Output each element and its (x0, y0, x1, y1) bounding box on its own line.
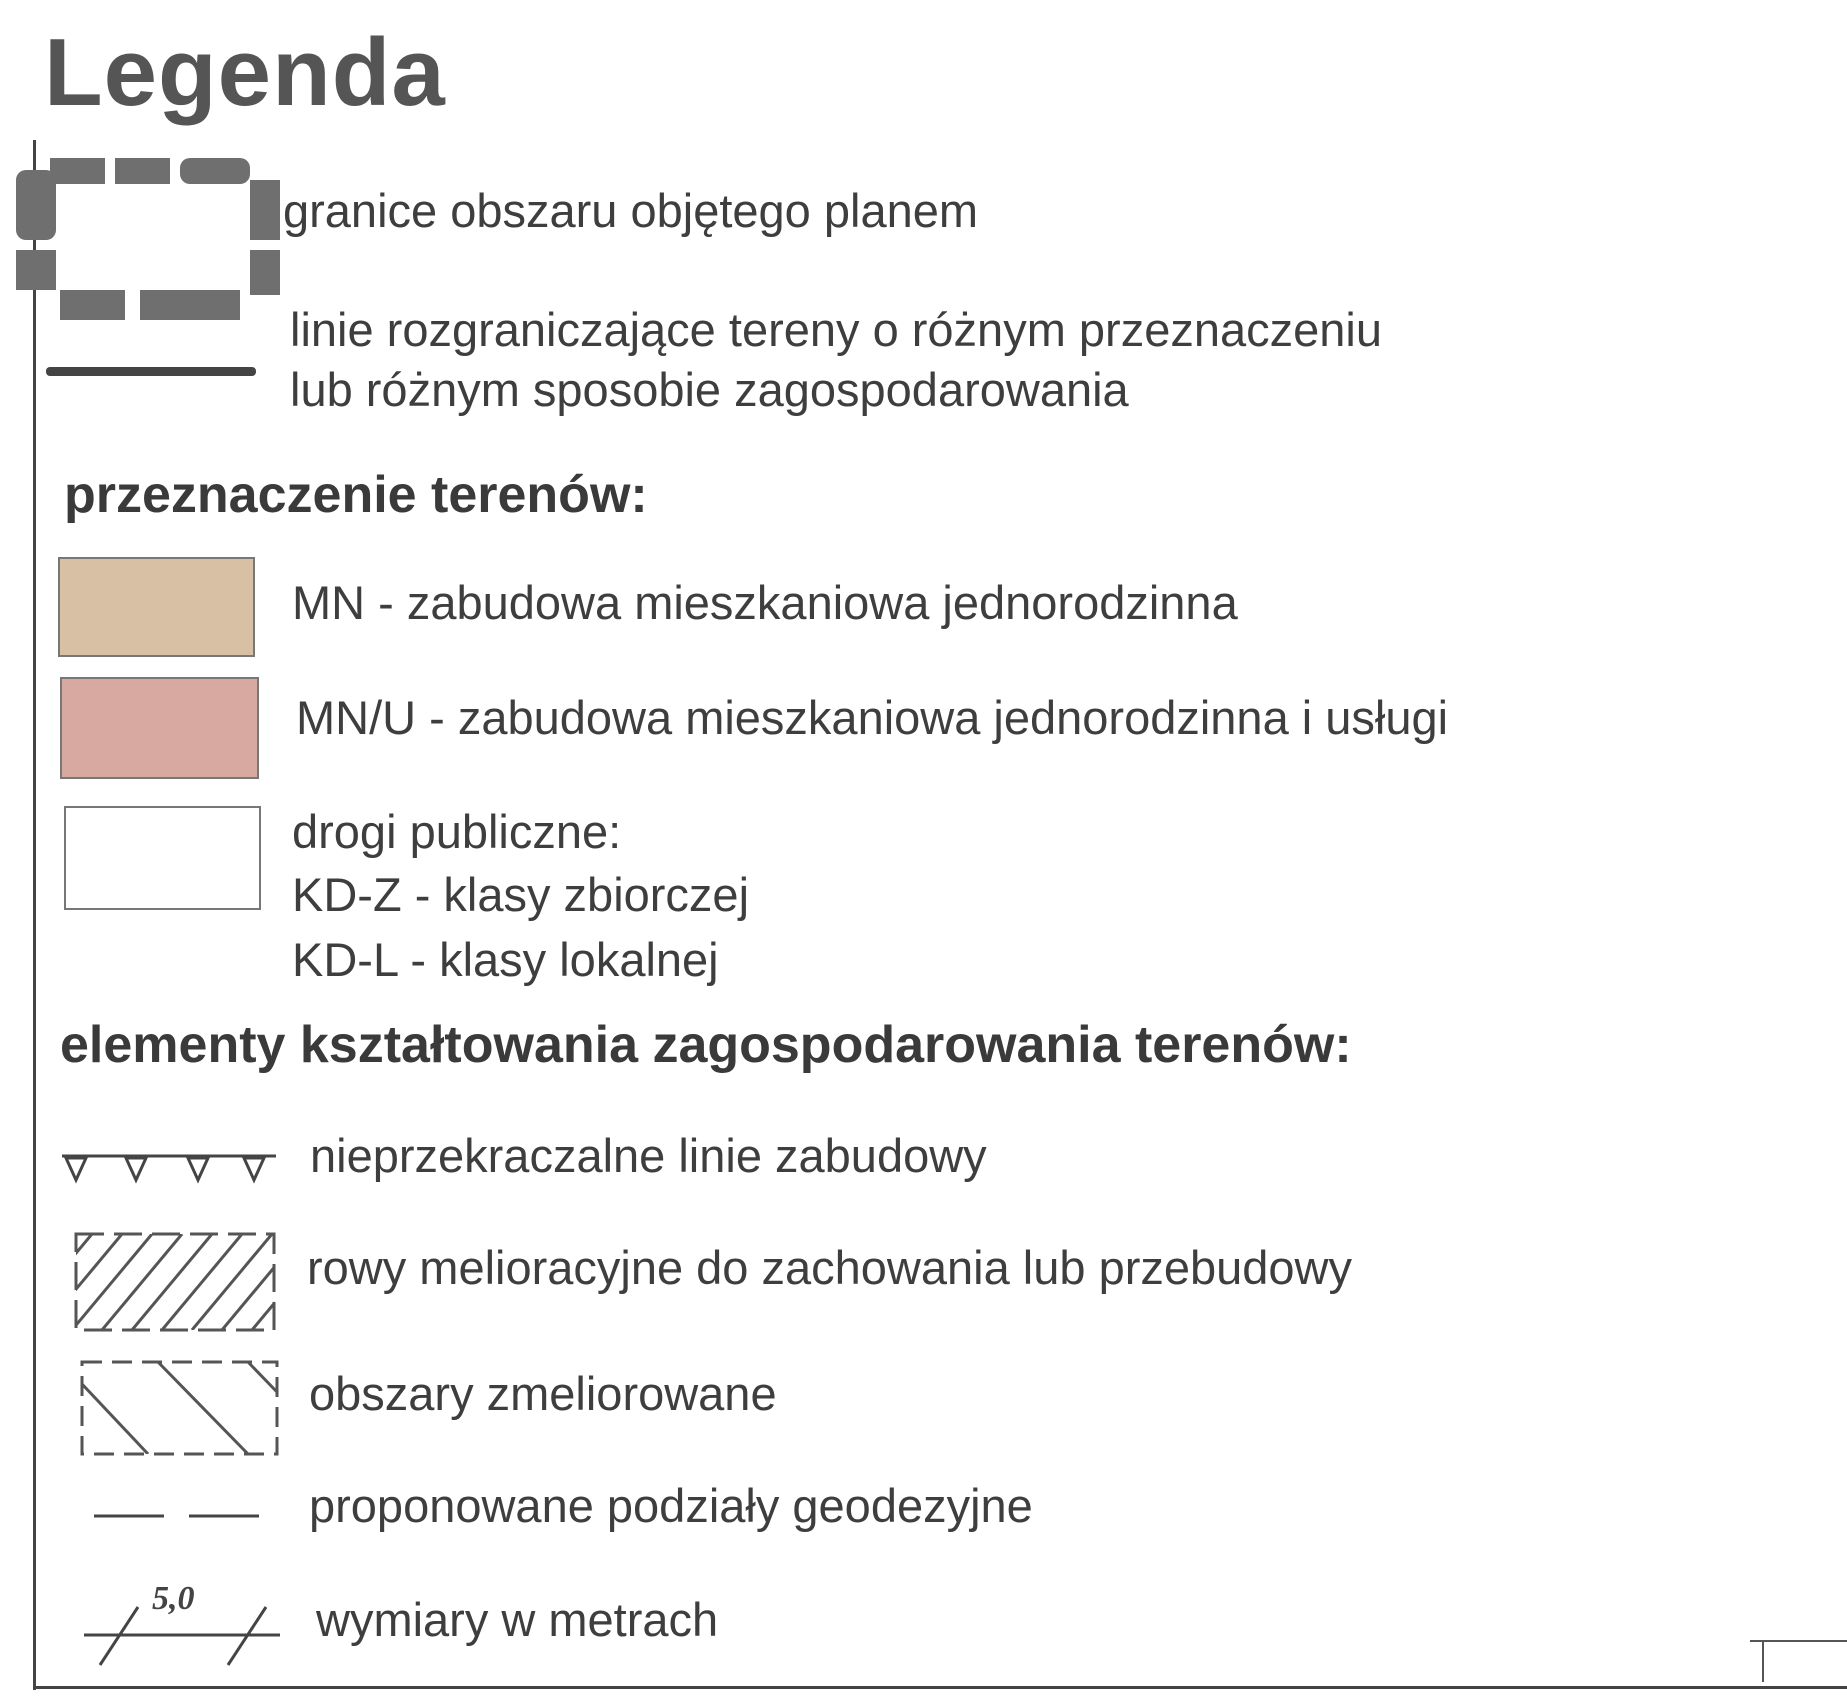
dimensions-label: wymiary w metrach (316, 1593, 719, 1646)
divisions-label: proponowane podziały geodezyjne (309, 1479, 1033, 1532)
roads-label-1: drogi publiczne: (292, 805, 622, 858)
frame-corner-tick (1762, 1642, 1764, 1682)
roads-label-3: KD-L - klasy lokalnej (292, 933, 719, 986)
frame-left-border (33, 140, 36, 1690)
mn-color-swatch (58, 557, 255, 657)
frame-corner-line (1750, 1640, 1847, 1642)
drained-areas-label: obszary zmeliorowane (309, 1367, 777, 1420)
ditches-label: rowy melioracyjne do zachowania lub przebudowy (307, 1241, 1352, 1294)
dividing-line-icon (46, 364, 261, 380)
mn-label: MN - zabudowa mieszkaniowa jednorodzinna (292, 576, 1238, 629)
roads-label-2: KD-Z - klasy zbiorczej (292, 868, 750, 921)
legend-title: Legenda (44, 19, 446, 126)
development-heading: elementy kształtowania zagospodarowania terenów: (60, 1016, 1352, 1074)
plan-boundary-label: granice obszaru objętego planem (283, 184, 979, 237)
dividing-lines-label-1: linie rozgraniczające tereny o różnym przeznaczeniu (290, 303, 1382, 356)
drained-area-icon (78, 1356, 283, 1461)
ditch-hatch-icon (72, 1230, 282, 1335)
mnu-color-swatch (60, 677, 259, 779)
land-use-heading: przeznaczenie terenów: (64, 466, 648, 524)
building-lines-label: nieprzekraczalne linie zabudowy (310, 1129, 987, 1182)
frame-bottom-border (33, 1686, 1847, 1689)
geodetic-division-icon (94, 1510, 264, 1522)
dividing-lines-label-2: lub różnym sposobie zagospodarowania (290, 363, 1129, 416)
plan-boundary-icon (10, 150, 280, 325)
roads-color-swatch (64, 806, 261, 910)
mnu-label: MN/U - zabudowa mieszkaniowa jednorodzinna i usługi (296, 691, 1449, 744)
building-line-icon (60, 1150, 280, 1190)
dimension-sample-value: 5,0 (152, 1580, 195, 1617)
